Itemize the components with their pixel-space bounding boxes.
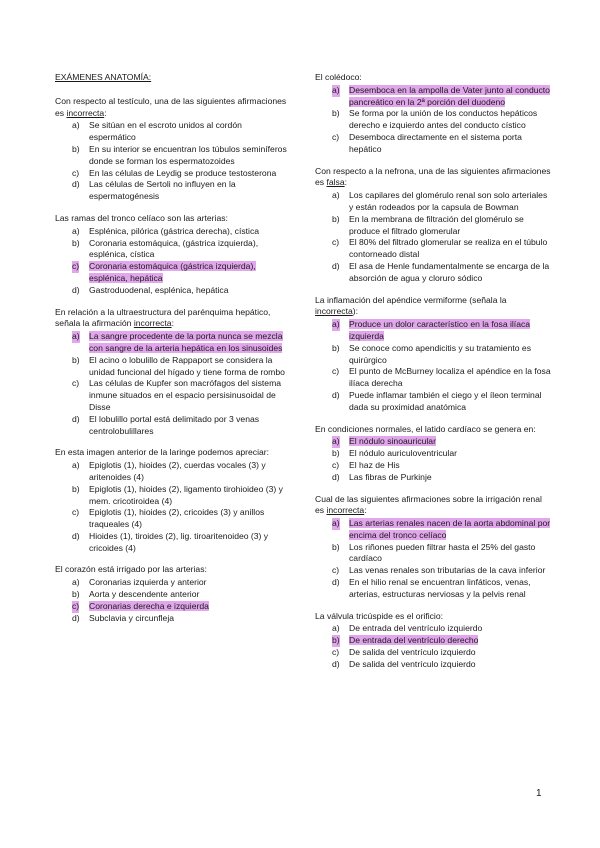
answer-option [55,355,291,379]
page-title: EXÁMENES ANATOMÍA: [55,72,152,82]
answer-option [315,577,551,601]
option-text: Las venas renales son tributarias de la cava inferior [349,565,546,576]
option-label: a) [72,225,80,236]
option-label: a) [332,84,340,95]
answer-option [315,436,551,448]
answer-option [55,285,291,297]
option-text: De salida del ventrículo izquierdo [349,658,476,669]
option-label: c) [72,378,80,389]
option-label: b) [332,541,340,552]
answer-option [315,108,551,132]
option-label: a) [72,460,80,471]
option-text: Se conoce como apendicitis y su tratamiento es quirúrgico [349,342,531,365]
option-text: Hioides (1), tiroides (2), lig. tiroaritenoideo (3) y cricoides (4) [89,530,269,553]
right-column [315,72,551,681]
option-text: El nódulo auriculoventricular [349,448,457,459]
question-stem [55,96,291,120]
question [55,96,291,203]
option-text: Las células de Sertoli no influyen en la espermatogénesis [89,179,236,202]
question-stem [55,213,291,225]
option-text: Se forma por la unión de los conductos hepáticos derecho e izquierdo antes del conducto cístico [349,108,538,131]
page-number: 1 [536,788,542,799]
stem-text: Cual de las siguientes afirmaciones sobre la irrigación renal es [315,493,542,516]
answer-option [55,331,291,355]
stem-underlined: incorrecta [66,107,105,118]
option-label: b) [332,342,340,353]
stem-suffix: : [171,318,174,329]
stem-text: Con respecto a la nefrona, una de las siguientes afirmaciones es [315,165,551,188]
option-text: Las fibras de Purkinje [349,471,432,482]
option-text: De entrada del ventrículo izquierdo [349,623,483,634]
option-text: Las células de Kupfer son macrófagos del sistema inmune situados en el espacio persisinusoidal de Disse [89,378,282,412]
option-label: b) [72,237,80,248]
option-label: a) [332,436,340,447]
option-text: Epiglotis (1), hioides (2), ligamento tirohioideo (3) y mem. cricotiroidea (4) [89,483,283,506]
stem-text: La válvula tricúspide es el orificio: [315,610,444,621]
option-text-highlighted: Produce un dolor característico en la fosa ilíaca izquierda [349,319,531,341]
question-stem [315,611,551,623]
option-label: c) [332,459,340,470]
question-stem [315,72,551,84]
question [315,611,551,671]
option-label: d) [332,577,340,588]
stem-text: El corazón está irrigado por las arterias: [55,564,207,575]
option-text: Desemboca directamente en el sistema porta hepático [349,131,522,154]
question [315,72,551,156]
option-text: Esplénica, pilórica (gástrica derecha), cística [89,225,260,236]
right-question-list [315,72,551,671]
option-text: En el hilio renal se encuentran linfáticos, venas, arterias, estructuras nerviosas y la pelvis renal [349,577,531,599]
option-label: b) [72,589,80,600]
answer-option [315,237,551,261]
answer-option [315,623,551,635]
option-label: c) [332,237,340,248]
answer-option [315,85,551,109]
question-stem [315,166,551,190]
answer-option [315,319,551,343]
question-stem [315,424,551,436]
stem-suffix: ): [352,306,358,317]
stem-underlined: falsa [326,177,345,188]
option-label: c) [332,647,340,658]
answer-option [55,226,291,238]
option-text: El acino o lobulillo de Rappaport se considera la unidad funcional del hígado y tiene forma de rombo [89,354,285,377]
option-label: b) [72,354,80,365]
answer-option [315,565,551,577]
question-stem [55,447,291,459]
answer-option [55,531,291,555]
option-label: b) [332,213,340,224]
answer-option [315,635,551,647]
option-text: En las células de Leydig se produce testosterona [89,167,277,178]
stem-suffix: : [364,505,367,516]
answer-option [315,448,551,460]
option-text: De salida del ventrículo izquierdo [349,647,476,658]
option-text: Los capilares del glomérulo renal son solo arteriales y están rodeados por la capsula de Bowman [349,190,548,212]
answer-option [315,366,551,390]
option-label: a) [332,190,340,201]
option-label: c) [332,131,340,142]
question [55,307,291,438]
answer-option [55,378,291,413]
answer-option [315,214,551,238]
left-column [55,72,291,634]
stem-text: La inflamación del apéndice vermiforme (señala la [315,294,507,305]
stem-underlined: incorrecta [133,318,172,329]
option-label: a) [332,518,340,529]
answer-option [55,507,291,531]
stem-text: Las ramas del tronco celíaco son las arterias: [55,212,228,223]
answer-option [55,261,291,285]
option-label: d) [332,471,340,482]
stem-text: En esta imagen anterior de la laringe podemos apreciar: [55,447,270,458]
option-text: El 80% del filtrado glomerular se realiza en el túbulo contorneado distal [349,237,548,260]
option-text-highlighted: Coronaria estomáquica (gástrica izquierda), esplénica, hepática [89,261,256,283]
option-label: c) [72,600,80,611]
answer-option [315,190,551,214]
answer-option [55,484,291,508]
stem-text: Con respecto al testículo, una de las siguientes afirmaciones es [55,95,287,118]
option-text: Subclavia y circunfleja [89,612,175,623]
left-question-list [55,96,291,625]
question [315,295,551,414]
option-text-highlighted: Coronarias derecha e izquierda [89,600,209,611]
option-text: El punto de McBurney localiza el apéndice en la fosa ilíaca derecha [349,366,551,389]
option-label: a) [332,319,340,330]
question [315,494,551,601]
option-text: Coronarias izquierda y anterior [89,577,207,588]
question-stem [55,307,291,331]
answer-option [55,144,291,168]
option-label: c) [332,565,340,576]
question-stem [315,494,551,518]
question-stem [315,295,551,319]
stem-suffix: : [344,177,348,188]
option-label: c) [332,366,340,377]
option-label: a) [332,623,340,634]
option-text: Epiglotis (1), hioides (2), cricoides (3) y anillos traqueales (4) [89,507,265,530]
answer-option [55,414,291,438]
answer-option [315,542,551,566]
option-label: d) [72,413,80,424]
option-text: El asa de Henle fundamentalmente se encarga de la absorción de agua y cloruro sódico [349,260,550,283]
question-stem [55,564,291,576]
option-label: b) [332,635,340,646]
option-label: a) [72,577,80,588]
answer-option [315,647,551,659]
option-label: d) [332,389,340,400]
stem-text: El colédoco: [315,72,362,82]
option-text: Gastroduodenal, esplénica, hepática [89,284,229,295]
option-text: Los riñones pueden filtrar hasta el 25% del gasto cardíaco [349,541,536,564]
option-text: Puede inflamar también el ciego y el íleon terminal dada su proximidad anatómica [349,389,542,412]
answer-option [55,613,291,625]
stem-underlined: incorrecta [315,306,353,317]
answer-option [55,120,291,144]
question [315,424,551,484]
option-text-highlighted: Las arterias renales nacen de la aorta abdominal por encima del tronco celíaco [349,518,551,540]
option-text: El haz de His [349,459,400,470]
option-text-highlighted: La sangre procedente de la porta nunca se mezcla con sangre de la arteria hepática en los sinusoides [89,331,283,353]
answer-option [55,238,291,262]
option-label: c) [72,507,80,518]
option-text-highlighted: El nódulo sinoauricular [349,436,436,447]
answer-option [315,659,551,671]
answer-option [55,460,291,484]
option-text: El lobulillo portal está delimitado por 3 venas centrolobulillares [89,413,260,436]
answer-option [315,390,551,414]
answer-option [55,589,291,601]
option-label: d) [72,284,80,295]
option-label: b) [72,483,80,494]
stem-underlined: incorrecta [326,505,365,516]
option-label: a) [72,120,80,131]
option-label: c) [72,167,80,178]
answer-option [55,601,291,613]
option-text: En su interior se encuentran los túbulos seminíferos donde se forman los espermatozoides [89,143,287,166]
option-text-highlighted: De entrada del ventrículo derecho [349,635,479,646]
option-label: b) [72,143,80,154]
question [55,213,291,297]
option-text: Epiglotis (1), hioides (2), cuerdas vocales (3) y aritenoides (4) [89,460,266,482]
answer-option [55,168,291,180]
stem-text: En condiciones normales, el latido cardíaco se genera en: [315,423,536,434]
option-label: d) [72,530,80,541]
stem-text: En relación a la ultraestructura del parénquima hepático, señala la afirmación [55,306,271,329]
option-label: b) [332,108,340,119]
option-text: Coronaria estomáquica, (gástrica izquierda), esplénica, cística [89,237,259,260]
answer-option [315,132,551,156]
question [55,564,291,624]
stem-suffix: : [104,107,107,118]
option-label: d) [72,179,80,190]
option-label: c) [72,261,80,272]
option-text: Se sitúan en el escroto unidos al cordón espermático [89,120,242,143]
option-label: a) [72,331,80,342]
answer-option [315,343,551,367]
answer-option [315,261,551,285]
answer-option [315,472,551,484]
question [55,447,291,554]
option-text: Aorta y descendente anterior [89,589,200,600]
answer-option [315,460,551,472]
option-label: d) [72,612,80,623]
answer-option [55,179,291,203]
option-text: En la membrana de filtración del glomérulo se produce el filtrado glomerular [349,213,524,236]
option-label: d) [332,260,340,271]
answer-option [55,577,291,589]
option-label: b) [332,448,340,459]
option-text-highlighted: Desemboca en la ampolla de Vater junto al conducto pancreático en la 2ª porción del duodeno [349,84,550,107]
question [315,166,551,285]
answer-option [315,518,551,542]
option-label: d) [332,658,340,669]
